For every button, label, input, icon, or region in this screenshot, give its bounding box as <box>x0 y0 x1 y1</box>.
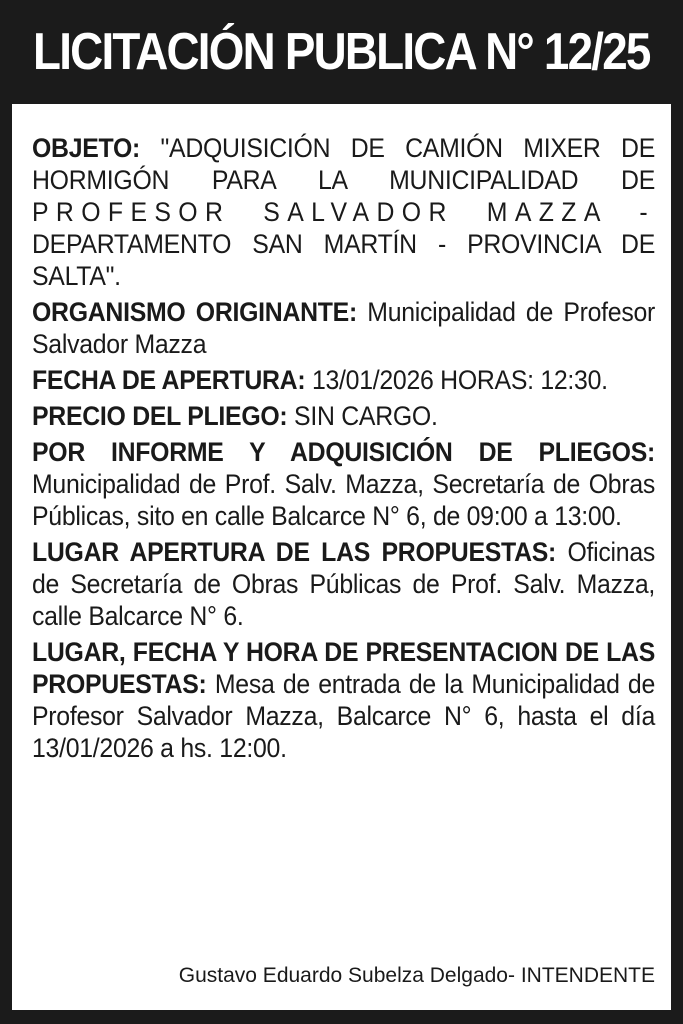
section-label: POR INFORME Y ADQUISICIÓN DE PLIEGOS: <box>32 437 656 467</box>
section-text-after: DEPARTAMENTO SAN MARTÍN - PROVINCIA DE SALTA". <box>32 229 656 291</box>
section-label: ORGANISMO ORIGINANTE: <box>32 297 357 327</box>
section-text: Municipalidad de Prof. Salv. Mazza, Secretaría de Obras Públicas, sito en calle Balcarce N° 6, de 09:00 a 13:00. <box>32 469 656 531</box>
section-lugar-apertura <box>32 536 655 632</box>
section-text-spaced: PROFESOR SALVADOR MAZZA - <box>32 197 656 227</box>
signature: Gustavo Eduardo Subelza Delgado- INTENDENTE <box>178 964 655 987</box>
section-text: Mesa de entrada de la Municipalidad de Profesor Salvador Mazza, Balcarce N° 6, hasta el día 13/01/2026 a hs. 12:00. <box>32 669 656 763</box>
section-organismo <box>32 296 655 360</box>
section-text: Municipalidad de Profesor Salvador Mazza <box>32 297 656 359</box>
section-label: PRECIO DEL PLIEGO: <box>32 401 288 431</box>
section-label: OBJETO: <box>32 133 141 163</box>
section-informe-pliegos <box>32 436 655 532</box>
page-title: LICITACIÓN PUBLICA N° 12/25 <box>33 23 650 81</box>
section-text: SIN CARGO. <box>287 401 438 431</box>
notice-body <box>12 104 671 1010</box>
section-fecha-apertura <box>32 364 655 396</box>
header-banner <box>12 0 671 104</box>
section-label: LUGAR, FECHA Y HORA DE PRESENTACION DE LAS PROPUESTAS: <box>32 637 656 699</box>
section-text: "ADQUISICIÓN DE CAMIÓN MIXER DE HORMIGÓN PARA LA MUNICIPALIDAD DE <box>32 133 656 195</box>
section-label: FECHA DE APERTURA: <box>32 365 306 395</box>
section-text: Oficinas de Secretaría de Obras Públicas de Prof. Salv. Mazza, calle Balcarce N° 6. <box>32 537 656 631</box>
section-presentacion <box>32 636 655 764</box>
section-label: LUGAR APERTURA DE LAS PROPUESTAS: <box>32 537 557 567</box>
section-precio-pliego <box>32 400 655 432</box>
section-text: 13/01/2026 HORAS: 12:30. <box>305 365 608 395</box>
section-objeto <box>32 132 655 292</box>
